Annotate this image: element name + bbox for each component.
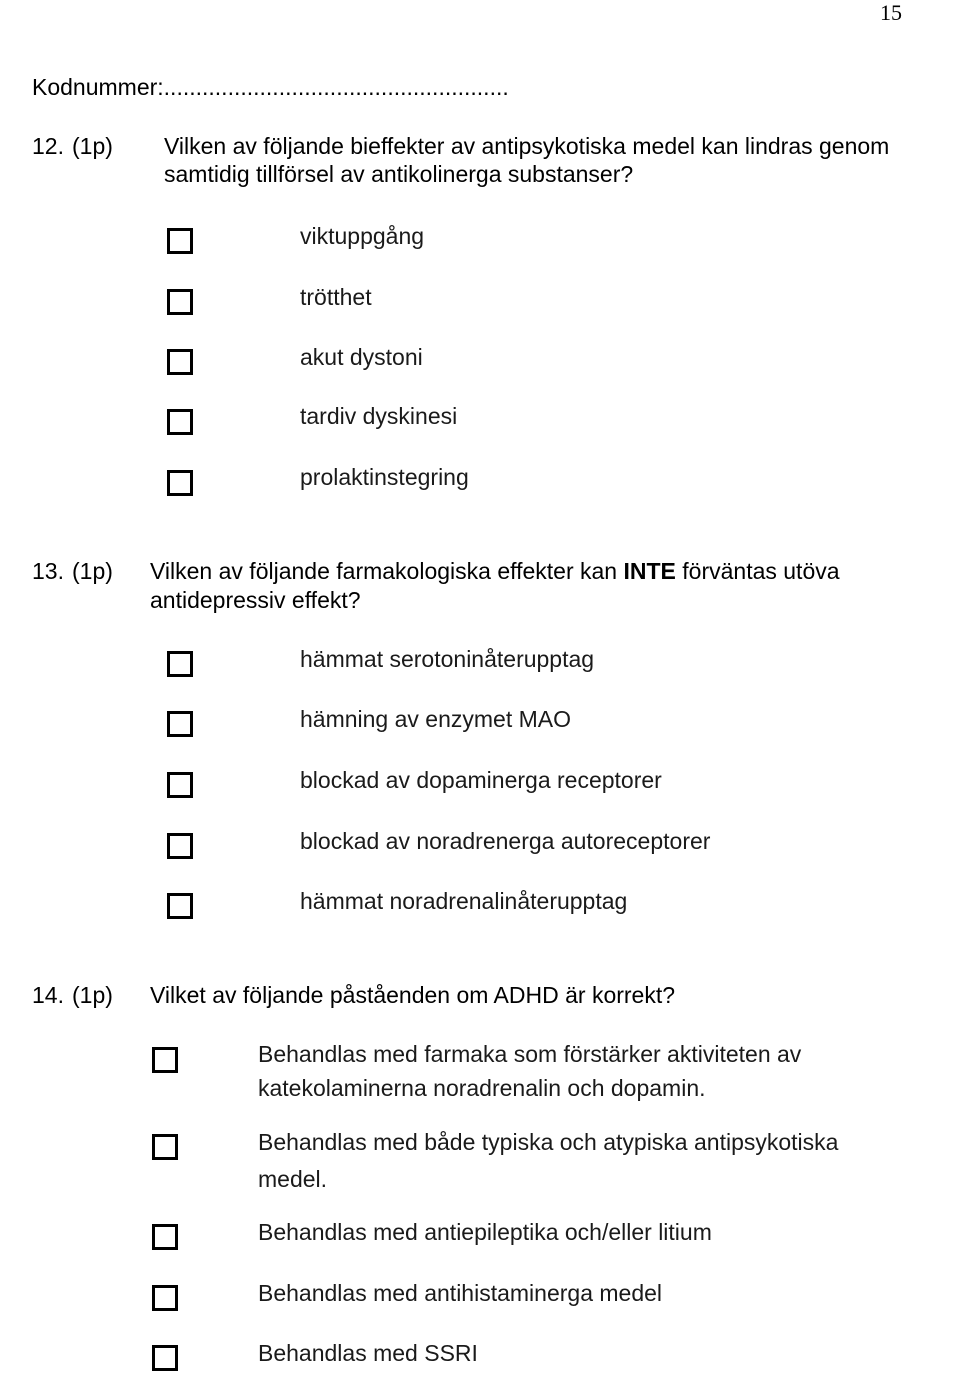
option-checkbox[interactable] <box>167 409 193 435</box>
option-label-cont: medel. <box>258 1166 328 1192</box>
option-checkbox[interactable] <box>167 349 193 375</box>
option-label: hämning av enzymet MAO <box>300 706 572 732</box>
option-label: akut dystoni <box>300 344 423 370</box>
question-number: 14. <box>32 982 64 1008</box>
question-points: (1p) <box>72 982 113 1008</box>
option-label: hämmat serotoninåterupptag <box>300 646 595 672</box>
option-label: Behandlas med både typiska och atypiska antipsykotiska <box>258 1129 839 1155</box>
option-label: hämmat noradrenalinåterupptag <box>300 888 628 914</box>
option-label: viktuppgång <box>300 223 425 249</box>
option-label: Behandlas med antihistaminerga medel <box>258 1280 663 1306</box>
option-label: Behandlas med antiepileptika och/eller litium <box>258 1219 712 1245</box>
option-checkbox[interactable] <box>152 1224 178 1250</box>
option-checkbox[interactable] <box>152 1047 178 1073</box>
question-text: Vilket av följande påståenden om ADHD är korrekt? <box>150 982 676 1008</box>
kodnummer-field: Kodnummer:...................................................... <box>32 74 509 100</box>
question-number: 12. <box>32 133 64 159</box>
option-label: Behandlas med SSRI <box>258 1340 478 1366</box>
question-points: (1p) <box>72 133 113 159</box>
question-points: (1p) <box>72 558 113 584</box>
option-label: trötthet <box>300 284 372 310</box>
option-label-cont: katekolaminerna noradrenalin och dopamin. <box>258 1075 706 1101</box>
question-text: Vilken av följande farmakologiska effekter kan INTE förväntas utöva <box>150 558 840 584</box>
option-checkbox[interactable] <box>152 1134 178 1160</box>
option-checkbox[interactable] <box>167 711 193 737</box>
option-label: Behandlas med farmaka som förstärker aktiviteten av <box>258 1041 802 1067</box>
question-number: 13. <box>32 558 64 584</box>
option-label: tardiv dyskinesi <box>300 403 458 429</box>
option-checkbox[interactable] <box>167 470 193 496</box>
question-text-cont: samtidig tillförsel av antikolinerga substanser? <box>164 161 634 187</box>
option-label: prolaktinstegring <box>300 464 469 490</box>
option-label: blockad av noradrenerga autoreceptorer <box>300 828 711 854</box>
emphasis-not: INTE <box>623 558 676 584</box>
option-checkbox[interactable] <box>167 289 193 315</box>
option-checkbox[interactable] <box>167 228 193 254</box>
question-text: Vilken av följande bieffekter av antipsykotiska medel kan lindras genom <box>164 133 890 159</box>
question-text-cont: antidepressiv effekt? <box>150 587 361 613</box>
option-checkbox[interactable] <box>152 1345 178 1371</box>
option-checkbox[interactable] <box>167 651 193 677</box>
option-checkbox[interactable] <box>167 833 193 859</box>
option-label: blockad av dopaminerga receptorer <box>300 767 662 793</box>
page-number: 15 <box>880 0 902 25</box>
option-checkbox[interactable] <box>167 772 193 798</box>
option-checkbox[interactable] <box>167 893 193 919</box>
option-checkbox[interactable] <box>152 1285 178 1311</box>
